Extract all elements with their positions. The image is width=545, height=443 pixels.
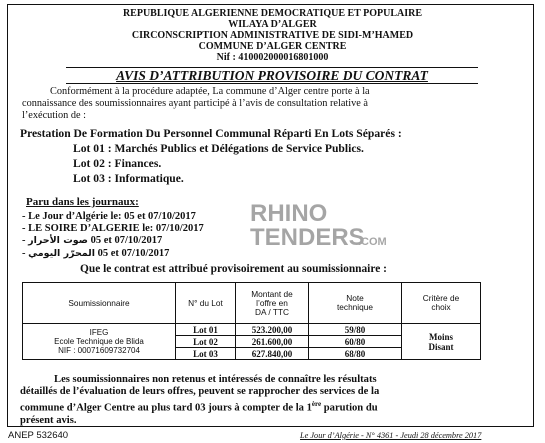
soumissionnaire-name: IFEG [89,328,109,337]
soumissionnaire-nif: NIF : 00071609732704 [58,346,140,355]
journal-jour-algerie: - Le Jour d’Algérie le: 05 et 07/10/2017 [22,211,196,222]
anep-reference: ANEP 532640 [8,430,69,441]
outro-line-1: Les soumissionnaires non retenus et intéressés de connaître les résultats [54,374,377,385]
header-nif: Nif : 410002000016801000 [216,52,329,63]
lot-02: Lot 02 : Finances. [73,157,162,170]
page-title: AVIS D’ATTRIBUTION PROVISOIRE DU CONTRAT [66,67,478,84]
col-critere-line-1: Critère de [422,293,460,303]
col-note [309,283,402,324]
header-wilaya: WILAYA D’ALGER [228,19,317,30]
critere-line-2: Disant [428,341,454,352]
col-note-line-1: Note [346,293,364,303]
note-cell: 59/80 [309,324,402,336]
lot-03: Lot 03 : Informatique. [73,172,184,185]
col-montant-line-3: DA / TTC [255,306,289,317]
note-cell: 68/80 [309,348,402,360]
col-note-line-2: technique [337,302,373,312]
journal-dates: 05 et 07/10/2017 [95,248,170,259]
outro-line-3 [20,398,528,415]
watermark-suffix: .COM [358,236,387,248]
lot-cell: Lot 03 [176,348,236,360]
journal-prefix: - [22,235,29,246]
lot-01: Lot 01 : Marchés Publics et Délégations de Service Publics. [73,142,364,155]
lot-cell: Lot 02 [176,336,236,348]
journal-dates: 05 et 07/10/2017 [87,235,163,246]
critere-cell [402,324,481,360]
outro-line-2: détaillés de l’évaluation de leurs offres, peuvent se rapprocher des services de la [20,386,380,397]
outro-paragraph [20,374,528,427]
montant-cell: 261.600,00 [236,336,309,348]
prestation-title: Prestation De Formation Du Personnel Communal Réparti En Lots Séparés : [20,127,402,140]
col-montant-line-1: Montant de [251,288,293,299]
col-montant [236,283,309,324]
paru-heading: Paru dans les journaux: [26,196,139,208]
montant-cell: 523.200,00 [236,324,309,336]
col-soumissionnaire: Soumissionnaire [23,283,176,324]
journal-reference: Le Jour d’Algérie - N° 4361 - Jeudi 28 décembre 2017 [300,431,482,440]
soumissionnaire-cell [23,324,176,360]
soumissionnaire-school: Ecole Technique de Blida [54,337,144,346]
journal-sawt-ahrar [22,235,162,246]
header-commune: COMMUNE D’ALGER CENTRE [198,41,347,52]
outro-line-3-start: commune d’Alger Centre au plus tard 03 jours à compter de la 1 [20,402,312,414]
intro-line-1: Conformément à la procédure adaptée, La commune d’Alger centre porte à la [50,86,370,97]
journal-prefix: - [22,248,29,259]
col-critere-line-2: choix [431,302,451,312]
results-table [22,282,481,360]
outro-line-3-end: parution du [321,402,378,414]
table-row [23,324,481,336]
header-republic: REPUBLIQUE ALGERIENNE DEMOCRATIQUE ET POPULAIRE [122,8,423,19]
intro-line-3: l’exécution de : [22,110,87,121]
journal-arabic-name: المحرّر اليومي [28,248,96,259]
col-critere [402,283,481,324]
table-header-row [23,283,481,324]
journal-arabic-name: صوت الأحرار [28,235,88,246]
outro-line-4: présent avis. [20,414,77,426]
attribution-question: Que le contrat est attribué provisoirement au soumissionnaire : [80,263,387,275]
watermark-word-2: TENDERS [250,224,365,251]
critere-line-1: Moins [428,331,453,342]
watermark-word-1: RHINO [250,200,328,227]
journal-soir-algerie: - LE SOIRE D’ALGERIE le: 07/10/2017 [22,223,204,234]
col-lot: N° du Lot [176,283,236,324]
outro-superscript: ère [311,400,322,408]
note-cell: 60/80 [309,336,402,348]
intro-paragraph [22,86,528,122]
lot-cell: Lot 01 [176,324,236,336]
header-circonscription: CIRCONSCRIPTION ADMINISTRATIVE DE SIDI-M’HAMED [131,30,414,41]
col-montant-line-2: l’offre en [256,297,288,308]
montant-cell: 627.840,00 [236,348,309,360]
intro-line-2: connaissance des soumissionnaires ayant participé à l’avis de consultation relative à [22,98,368,109]
journal-mouharir [22,248,169,259]
